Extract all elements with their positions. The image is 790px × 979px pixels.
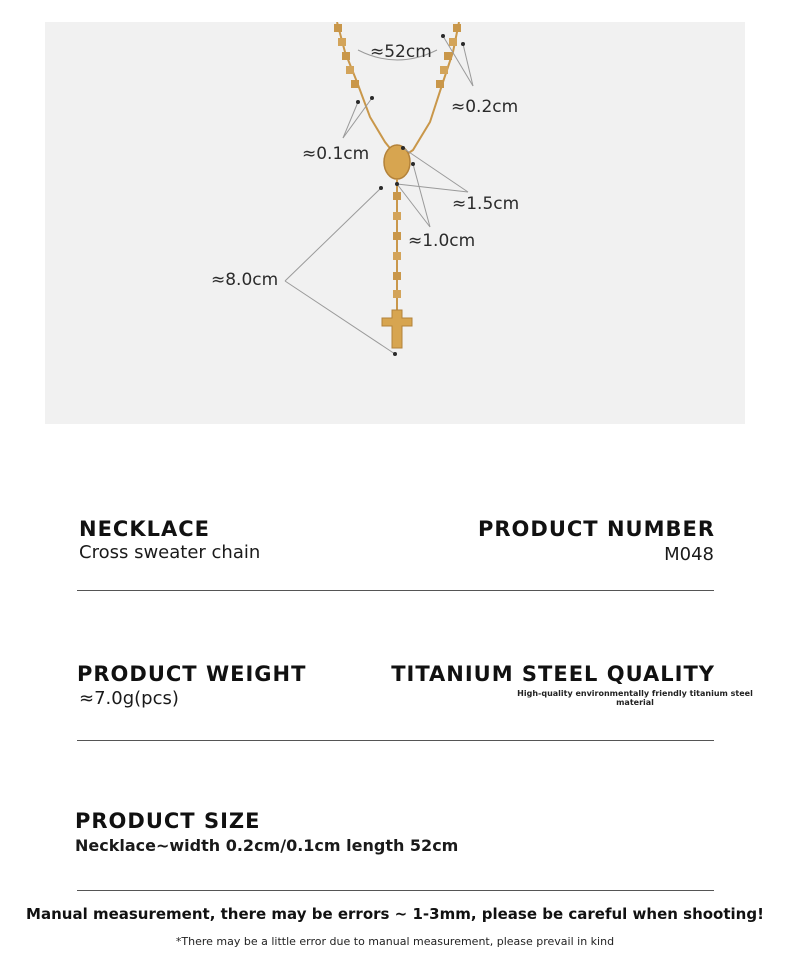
size-heading: PRODUCT SIZE	[75, 809, 261, 833]
product-photo	[45, 22, 745, 424]
annotation-length: ≈52cm	[370, 42, 432, 62]
size-value: Necklace~width 0.2cm/0.1cm length 52cm	[75, 836, 459, 855]
annotation-drop-length: ≈8.0cm	[211, 270, 279, 290]
type-value: Cross sweater chain	[79, 542, 261, 563]
drop-chain	[393, 179, 401, 312]
divider	[77, 890, 714, 891]
divider	[77, 740, 714, 741]
weight-heading: PRODUCT WEIGHT	[77, 662, 307, 686]
annotation-medal-width: ≈1.5cm	[452, 194, 520, 214]
measurement-warning: Manual measurement, there may be errors ~ 1-3mm, please be careful when shooting!	[26, 905, 764, 923]
necklace-illustration	[45, 22, 745, 424]
measurement-points	[356, 34, 465, 356]
number-value: M048	[664, 544, 714, 565]
type-heading: NECKLACE	[79, 517, 210, 541]
material-value: High-quality environmentally friendly titanium steel material	[517, 689, 753, 707]
material-heading: TITANIUM STEEL QUALITY	[391, 662, 715, 686]
divider	[77, 590, 714, 591]
weight-value: ≈7.0g(pcs)	[79, 688, 179, 709]
number-heading: PRODUCT NUMBER	[478, 517, 715, 541]
annotation-outer-width: ≈0.2cm	[451, 97, 519, 117]
disclaimer-note: *There may be a little error due to manual measurement, please prevail in kind	[175, 935, 615, 948]
cross-pendant	[382, 310, 412, 348]
annotation-medal-height: ≈1.0cm	[408, 231, 476, 251]
measurement-leaders	[285, 36, 476, 354]
annotation-inner-width: ≈0.1cm	[302, 144, 370, 164]
